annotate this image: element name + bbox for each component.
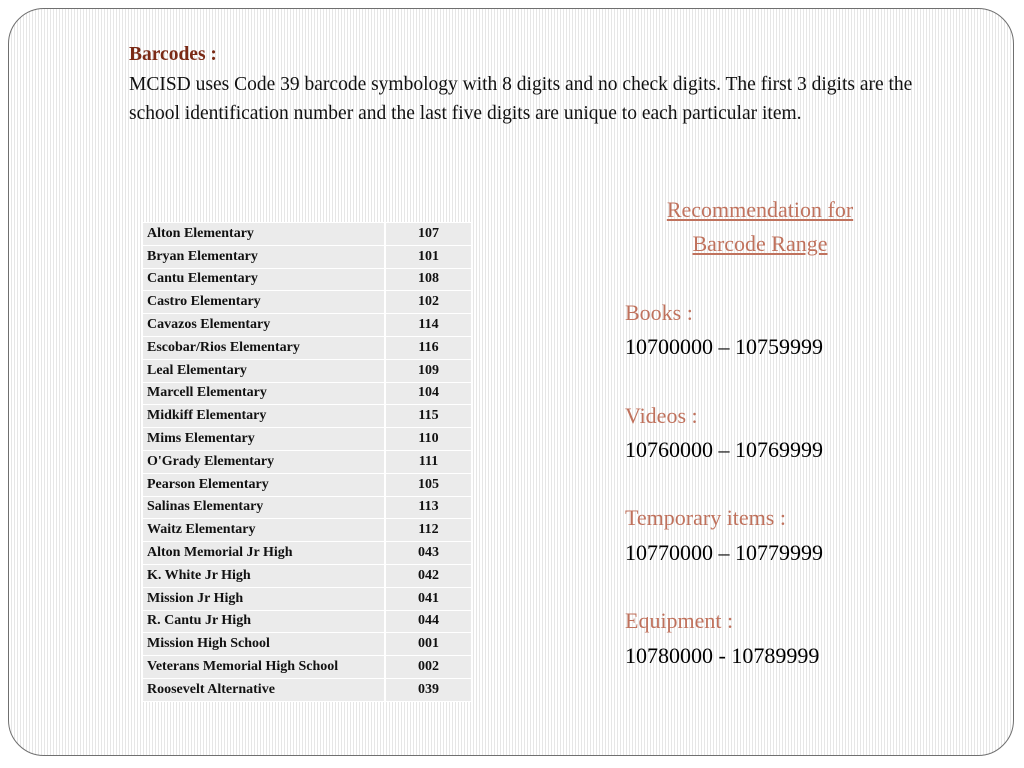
school-code-cell: 001 — [385, 633, 471, 656]
school-code-table — [143, 222, 471, 702]
category-temporary-items — [625, 501, 955, 570]
recommendation-panel — [625, 193, 955, 673]
school-code-cell: 114 — [385, 314, 471, 337]
school-code-cell: 042 — [385, 564, 471, 587]
table-row — [143, 314, 471, 337]
school-code-cell: 109 — [385, 359, 471, 382]
school-code-cell: 108 — [385, 268, 471, 291]
table-row — [143, 450, 471, 473]
school-name-cell: Mission High School — [143, 633, 385, 656]
table-row — [143, 587, 471, 610]
school-name-cell: Mission Jr High — [143, 587, 385, 610]
school-name-cell: Midkiff Elementary — [143, 405, 385, 428]
category-equipment — [625, 604, 955, 673]
school-code-cell: 039 — [385, 678, 471, 701]
school-code-cell: 111 — [385, 450, 471, 473]
table-row — [143, 336, 471, 359]
school-code-cell: 113 — [385, 496, 471, 519]
table-row — [143, 382, 471, 405]
table-row — [143, 564, 471, 587]
school-name-cell: Waitz Elementary — [143, 519, 385, 542]
table-row — [143, 610, 471, 633]
table-row — [143, 223, 471, 246]
category-label: Equipment : — [625, 608, 734, 634]
school-name-cell: Leal Elementary — [143, 359, 385, 382]
table-row — [143, 405, 471, 428]
category-videos — [625, 399, 955, 468]
recommendation-title-line-1: Recommendation for — [666, 197, 854, 222]
table-row — [143, 542, 471, 565]
school-code-cell: 110 — [385, 428, 471, 451]
table-row — [143, 473, 471, 496]
school-name-cell: Bryan Elementary — [143, 245, 385, 268]
category-books — [625, 296, 955, 365]
category-label: Videos : — [625, 402, 698, 428]
intro-paragraph — [129, 40, 919, 129]
school-code-cell: 002 — [385, 656, 471, 679]
school-name-cell: Cavazos Elementary — [143, 314, 385, 337]
table-row — [143, 359, 471, 382]
category-label: Books : — [625, 299, 693, 325]
table-row — [143, 245, 471, 268]
category-range: 10700000 – 10759999 — [625, 334, 823, 360]
recommendation-title — [625, 193, 895, 262]
table-row — [143, 428, 471, 451]
school-name-cell: Salinas Elementary — [143, 496, 385, 519]
barcodes-description: MCISD uses Code 39 barcode symbology with 8 digits and no check digits. The first 3 digits are the school identification number and the last five digits are unique to each particular item. — [129, 73, 913, 124]
school-name-cell: Castro Elementary — [143, 291, 385, 314]
category-range: 10760000 – 10769999 — [625, 437, 823, 463]
school-name-cell: Alton Elementary — [143, 223, 385, 246]
school-name-cell: Alton Memorial Jr High — [143, 542, 385, 565]
school-code-cell: 104 — [385, 382, 471, 405]
school-name-cell: Roosevelt Alternative — [143, 678, 385, 701]
table-row — [143, 519, 471, 542]
school-name-cell: Veterans Memorial High School — [143, 656, 385, 679]
school-name-cell: Marcell Elementary — [143, 382, 385, 405]
school-name-cell: Pearson Elementary — [143, 473, 385, 496]
school-name-cell: K. White Jr High — [143, 564, 385, 587]
category-range: 10770000 – 10779999 — [625, 539, 823, 565]
table-row — [143, 633, 471, 656]
table-row — [143, 656, 471, 679]
table-row — [143, 291, 471, 314]
school-code-cell: 115 — [385, 405, 471, 428]
school-name-cell: Escobar/Rios Elementary — [143, 336, 385, 359]
school-code-cell: 116 — [385, 336, 471, 359]
school-code-cell: 041 — [385, 587, 471, 610]
school-code-cell: 107 — [385, 223, 471, 246]
category-range: 10780000 - 10789999 — [625, 642, 820, 668]
school-code-cell: 044 — [385, 610, 471, 633]
school-code-cell: 101 — [385, 245, 471, 268]
school-code-cell: 102 — [385, 291, 471, 314]
category-label: Temporary items : — [625, 505, 786, 531]
school-code-cell: 112 — [385, 519, 471, 542]
school-name-cell: R. Cantu Jr High — [143, 610, 385, 633]
school-code-cell: 043 — [385, 542, 471, 565]
table-row — [143, 268, 471, 291]
table-row — [143, 678, 471, 701]
barcodes-heading: Barcodes : — [129, 44, 217, 65]
school-name-cell: O'Grady Elementary — [143, 450, 385, 473]
school-name-cell: Mims Elementary — [143, 428, 385, 451]
school-name-cell: Cantu Elementary — [143, 268, 385, 291]
recommendation-title-line-2: Barcode Range — [692, 231, 828, 257]
school-code-cell: 105 — [385, 473, 471, 496]
table-row — [143, 496, 471, 519]
